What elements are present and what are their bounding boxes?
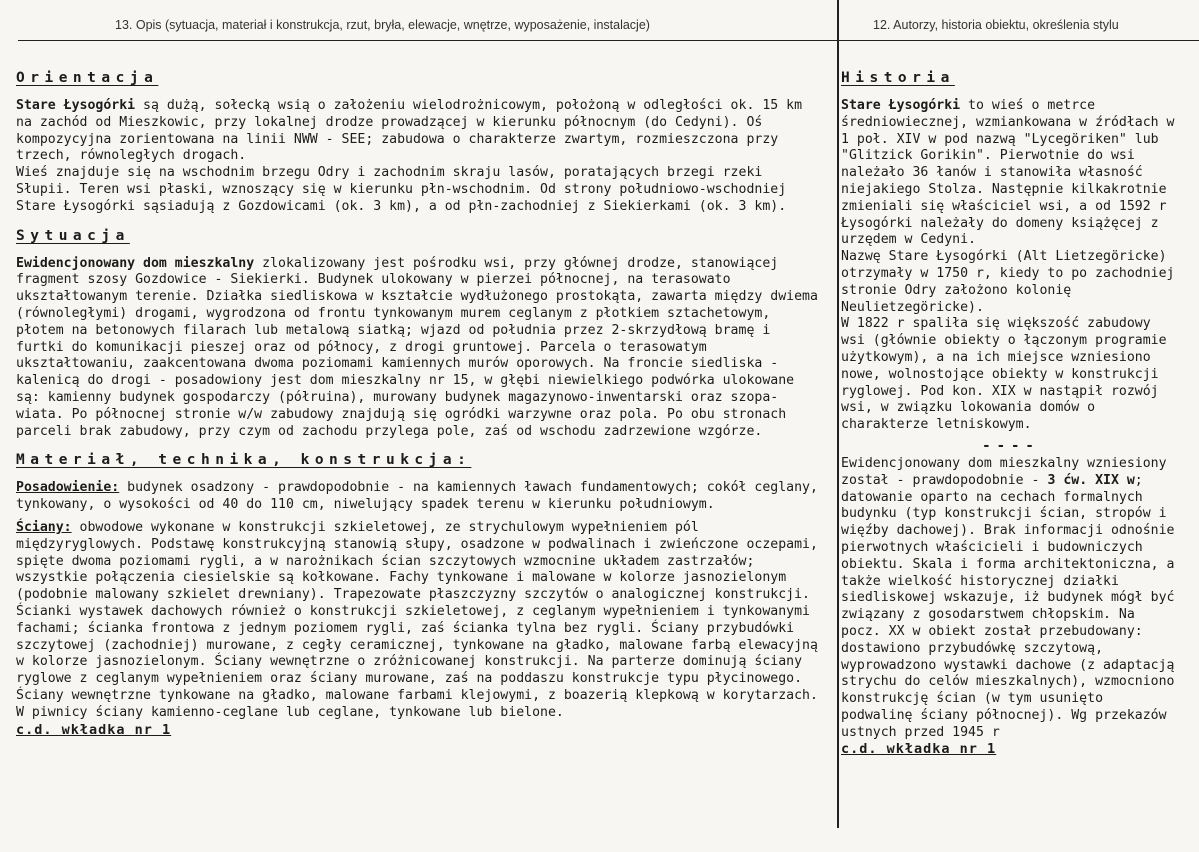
description-column — [16, 70, 821, 738]
orientacja-paragraph-2: Wieś znajduje się na wschodnim brzegu Odry i zachodnim skraju lasów, poratających brzegi rzeki Słupii. Teren wsi płaski, wznoszący się w kierunku płn-wschodnim. Od strony południowo-wschodniej Stare Łysogórki sąsiadują z Gozdowicami (ok. 3 km), a od płn-zachodniej z Siekierkami (ok. 3 km). — [16, 165, 787, 214]
heading-orientacja: Orientacja — [16, 70, 159, 86]
historia-date: 3 ćw. XIX w — [1047, 472, 1135, 488]
historia-paragraph-4 — [841, 456, 1181, 742]
sciany-lead: Ściany: — [16, 519, 72, 535]
posadowienie-paragraph — [16, 480, 821, 514]
section-header-history: 12. Autorzy, historia obiektu, określenia stylu — [873, 18, 1119, 32]
historia-paragraph-2: Nazwę Stare Łysogórki (Alt Lietzegöricke) otrzymały w 1750 r, kiedy to po zachodniej stronie Odry założono kolonię Neulietzegöricke). — [841, 249, 1175, 315]
header-divider — [18, 40, 1199, 41]
continuation-note-left: c.d. wkładka nr 1 — [16, 721, 172, 738]
heading-historia: Historia — [841, 70, 955, 86]
heading-material: Materiał, technika, konstrukcja: — [16, 452, 472, 469]
continuation-note-right: c.d. wkładka nr 1 — [841, 741, 997, 758]
sciany-paragraph — [16, 520, 821, 722]
sytuacja-text: zlokalizowany jest pośrodku wsi, przy głównej drodze, stanowiącej fragment szosy Gozdowice - Siekierki. Budynek ulokowany w pierzei północnej, na terasowato ukształtowanym terenie. Działka siedliskowa w kształcie wydłużonego prostokąta, zawarta między dwiema (równoległymi) drogami, wygrodzona od frontu tynkowanym murem ceglanym z płotkiem sztachetowym, płotem na betonowych filarach lub metalową siatką; wjazd od południa przez 2-skrzydłową bramę i furtki do komunikacji pieszej oraz od północy, z drogi gruntowej. Parcela o terasowatym ukształtowaniu, zaakcentowana dwoma poziomami kamiennych murów oporowych. Na froncie siedliska - kalenicą do drogi - posadowiony jest dom mieszkalny nr 15, w głębi niewielkiego podwórka ulokowane są: kamienny budynek gospodarczy (półruina), murowany budynek magazynowo-inwentarski oraz szopa-wiata. Po północnej stronie w/w zabudowy znajdują się ogródki warzywne oraz pola. Po obu stronach parceli brak zabudowy, przy czym od zachodu przylega pole, zaś od wschodu zadrzewione wzgórze. — [16, 255, 818, 439]
posadowienie-lead: Posadowienie: — [16, 480, 120, 496]
heading-sytuacja: Sytuacja — [16, 227, 130, 244]
sytuacja-lead: Ewidencjonowany dom mieszkalny — [16, 255, 255, 271]
orientacja-text-1: są dużą, sołecką wsią o założeniu wielodrożnicowym, położoną w odległości ok. 15 km na zachód od Mieszkowic, przy lokalnej drodze prowadzącej w kierunku północnym (do Cedyni). Oś kompozycyjna zorientowana na linii NWW - SEE; zabudowa o charakterze zwartym, rozmieszczona przy trzech, równoległych drogach. — [16, 98, 803, 164]
separator-dashes: ---- — [982, 437, 1040, 454]
historia-paragraph-1 — [841, 98, 1181, 249]
historia-text-4c: ; datowanie oparto na cechach formalnych budynku (typ konstrukcji ścian, stropów i więźby dachowej). Brak informacji odnośnie pierwotnych właścicieli i budowniczych obiektu. Skala i forma architektoniczna, a także wielkość historycznej działki siedliskowej wskazuje, iż budynek mógł być związany z gosodarstwem chłopskim. Na pocz. XX w obiekt został przebudowany: dostawiono przybudówkę szczytową, wyprowadzono wystawki dachowe (z adaptacją strychu do celów mieszkalnych), wzmocniono konstrukcję ścian (w tym usunięto podwalinę ściany północnej). Wg przekazów ustnych przed 1945 r — [841, 472, 1175, 740]
orientacja-lead: Stare Łysogórki — [16, 98, 136, 113]
section-header-description: 13. Opis (sytuacja, materiał i konstrukcja, rzut, bryła, elewacje, wnętrze, wyposażenie, instalacje) — [115, 18, 650, 32]
column-divider — [837, 0, 839, 828]
historia-text-4a: Ewidencjonowany dom mieszkalny wzniesiony został - prawdopodobnie - — [841, 455, 1167, 488]
historia-paragraph-3: W 1822 r spaliła się większość zabudowy wsi (głównie obiekty o łączonym programie użytkowym), a na ich miejsce wzniesiono nowe, wolnostojące obiekty w konstrukcji ryglowej. Pod kon. XIX w nastąpił rozwój wsi, w związku lokowania domów o charakterze letniskowym. — [841, 316, 1167, 433]
historia-lead: Stare Łysogórki — [841, 98, 961, 113]
sciany-text: obwodowe wykonane w konstrukcji szkieletowej, ze strychulowym wypełnieniem pól międzyryglowych. Podstawę konstrukcyjną stanowią słupy, osadzone w podwalinach i zwieńczone oczepami, spięte dwoma poziomami rygli, a w narożnikach ścian szczytowych wzmocnine układem zastrzałów; wszystkie połączenia ciesielskie są kołkowane. Fachy tynkowane i malowane w kolorze jasnozielonym (podobnie malowany szkielet drewniany). Trapezowate płaszczyzny szczytów o analogicznej konstrukcji. Ścianki wystawek dachowych również o konstrukcji szkieletowej, z ceglanym wypełnieniem i tynkowanymi fachami; ścianka frontowa z jednym poziomem rygli, zaś ścianka tylna bez rygli. Ściany przybudówki szczytowej (zachodniej) murowane, z cegły ceramicznej, tynkowane na gładko, malowane farbą elewacyjną w kolorze jasnozielonym. Ściany wewnętrzne o zróżnicowanej konstrukcji. Na parterze dominują ściany ryglowe z ceglanym wypełnieniem oraz ściany murowane, zaś na poddaszu konstrukcje typu płycinowego. Ściany wewnętrzne tynkowane na gładko, malowane farbami klejowymi, z boazerią klepkową w korytarzach. W piwnicy ściany kamienno-ceglane lub ceglane, tynkowane lub bielone. — [16, 519, 818, 720]
historia-text-1: to wieś o metrce średniowiecznej, wzmiankowana w źródłach w 1 poł. XIV w pod nazwą "Lycegöriken" lub "Glitzick Gorikin". Pierwotnie do wsi należało 36 łanów i stanowiła własność niejakiego Stolza. Następnie kilkakrotnie zmieniali się właściciel wsi, a od 1592 r Łysogórki należały do domeny książęcej z urzędem w Cedyni. — [841, 98, 1175, 248]
sytuacja-paragraph — [16, 256, 821, 441]
orientacja-paragraph-1 — [16, 98, 821, 165]
history-column — [841, 70, 1181, 757]
posadowienie-text: budynek osadzony - prawdopodobnie - na kamiennych ławach fundamentowych; cokół ceglany, tynkowany, o wysokości od 40 do 110 cm, niwelujący spadek terenu w kierunku południowym. — [16, 480, 818, 513]
